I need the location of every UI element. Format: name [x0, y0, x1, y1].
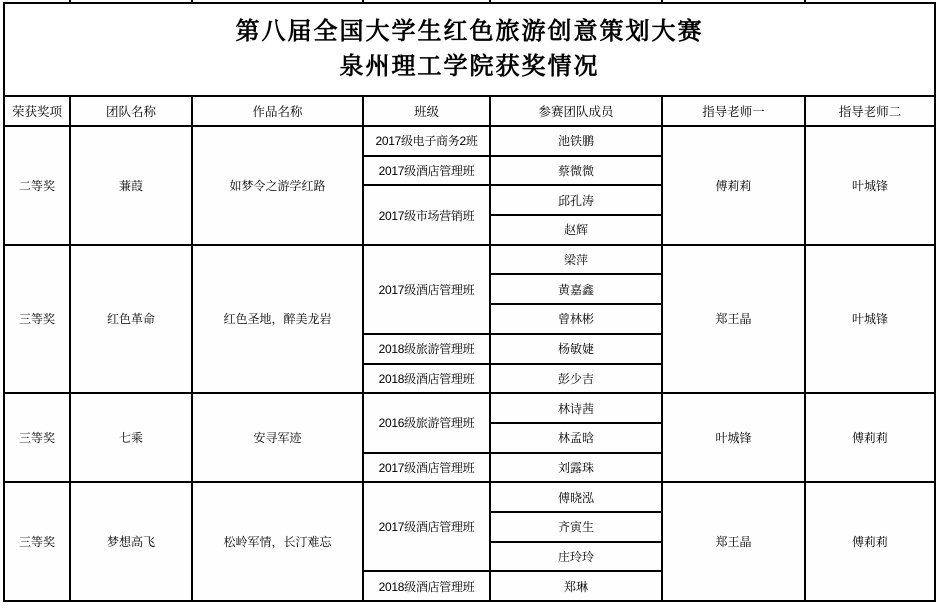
header-work: 作品名称 [192, 96, 363, 126]
title-row [4, 3, 935, 96]
class-cell: 2018级酒店管理班 [363, 571, 490, 601]
class-cell: 2017级酒店管理班 [363, 156, 490, 186]
member-cell: 赵辉 [490, 215, 662, 245]
member-cell: 曾林彬 [490, 304, 662, 334]
member-cell: 齐寅生 [490, 512, 662, 542]
class-cell: 2017级酒店管理班 [363, 453, 490, 483]
table-row [4, 482, 935, 512]
member-cell: 刘露珠 [490, 453, 662, 483]
award-cell: 三等奖 [4, 393, 70, 482]
team-name-cell: 七乘 [70, 393, 192, 482]
teacher1-cell: 郑王晶 [662, 482, 805, 601]
member-cell: 梁萍 [490, 245, 662, 275]
teacher1-cell: 傅莉莉 [662, 126, 805, 245]
award-cell: 三等奖 [4, 245, 70, 393]
class-cell: 2017级电子商务2班 [363, 126, 490, 156]
member-cell: 郑琳 [490, 571, 662, 601]
teacher2-cell: 傅莉莉 [805, 393, 935, 482]
header-teacher1: 指导老师一 [662, 96, 805, 126]
award-table [3, 2, 936, 602]
member-cell: 彭少吉 [490, 364, 662, 394]
award-cell: 二等奖 [4, 126, 70, 245]
member-cell: 杨敏婕 [490, 334, 662, 364]
class-cell: 2017级酒店管理班 [363, 482, 490, 571]
table-row [4, 393, 935, 423]
member-cell: 邱孔涛 [490, 185, 662, 215]
member-cell: 林诗茜 [490, 393, 662, 423]
table-row [4, 245, 935, 275]
work-name-cell: 安寻军迹 [192, 393, 363, 482]
award-cell: 三等奖 [4, 482, 70, 601]
header-row [4, 96, 935, 126]
team-name-cell: 红色革命 [70, 245, 192, 393]
table-row [4, 126, 935, 156]
team-name-cell: 蒹葭 [70, 126, 192, 245]
teacher2-cell: 傅莉莉 [805, 482, 935, 601]
team-name-cell: 梦想高飞 [70, 482, 192, 601]
work-name-cell: 红色圣地，醉美龙岩 [192, 245, 363, 393]
class-cell: 2016级旅游管理班 [363, 393, 490, 452]
header-class: 班级 [363, 96, 490, 126]
class-cell: 2018级旅游管理班 [363, 334, 490, 364]
teacher2-cell: 叶城锋 [805, 126, 935, 245]
member-cell: 傅晓泓 [490, 482, 662, 512]
header-teacher2: 指导老师二 [805, 96, 935, 126]
class-cell: 2017级酒店管理班 [363, 245, 490, 334]
class-cell: 2018级酒店管理班 [363, 364, 490, 394]
title-line-2: 泉州理工学院获奖情况 [339, 53, 600, 80]
table-title [4, 3, 935, 96]
member-cell: 庄玲玲 [490, 542, 662, 572]
work-name-cell: 松岭军情，长汀难忘 [192, 482, 363, 601]
member-cell: 黄嘉鑫 [490, 274, 662, 304]
teacher1-cell: 叶城锋 [662, 393, 805, 482]
member-cell: 蔡微微 [490, 156, 662, 186]
header-members: 参赛团队成员 [490, 96, 662, 126]
member-cell: 池铁鹏 [490, 126, 662, 156]
header-award: 荣获奖项 [4, 96, 70, 126]
class-cell: 2017级市场营销班 [363, 185, 490, 244]
teacher2-cell: 叶城锋 [805, 245, 935, 393]
header-team: 团队名称 [70, 96, 192, 126]
title-line-1: 第八届全国大学生红色旅游创意策划大赛 [235, 18, 704, 45]
member-cell: 林孟晗 [490, 423, 662, 453]
teacher1-cell: 郑王晶 [662, 245, 805, 393]
work-name-cell: 如梦令之游学红路 [192, 126, 363, 245]
